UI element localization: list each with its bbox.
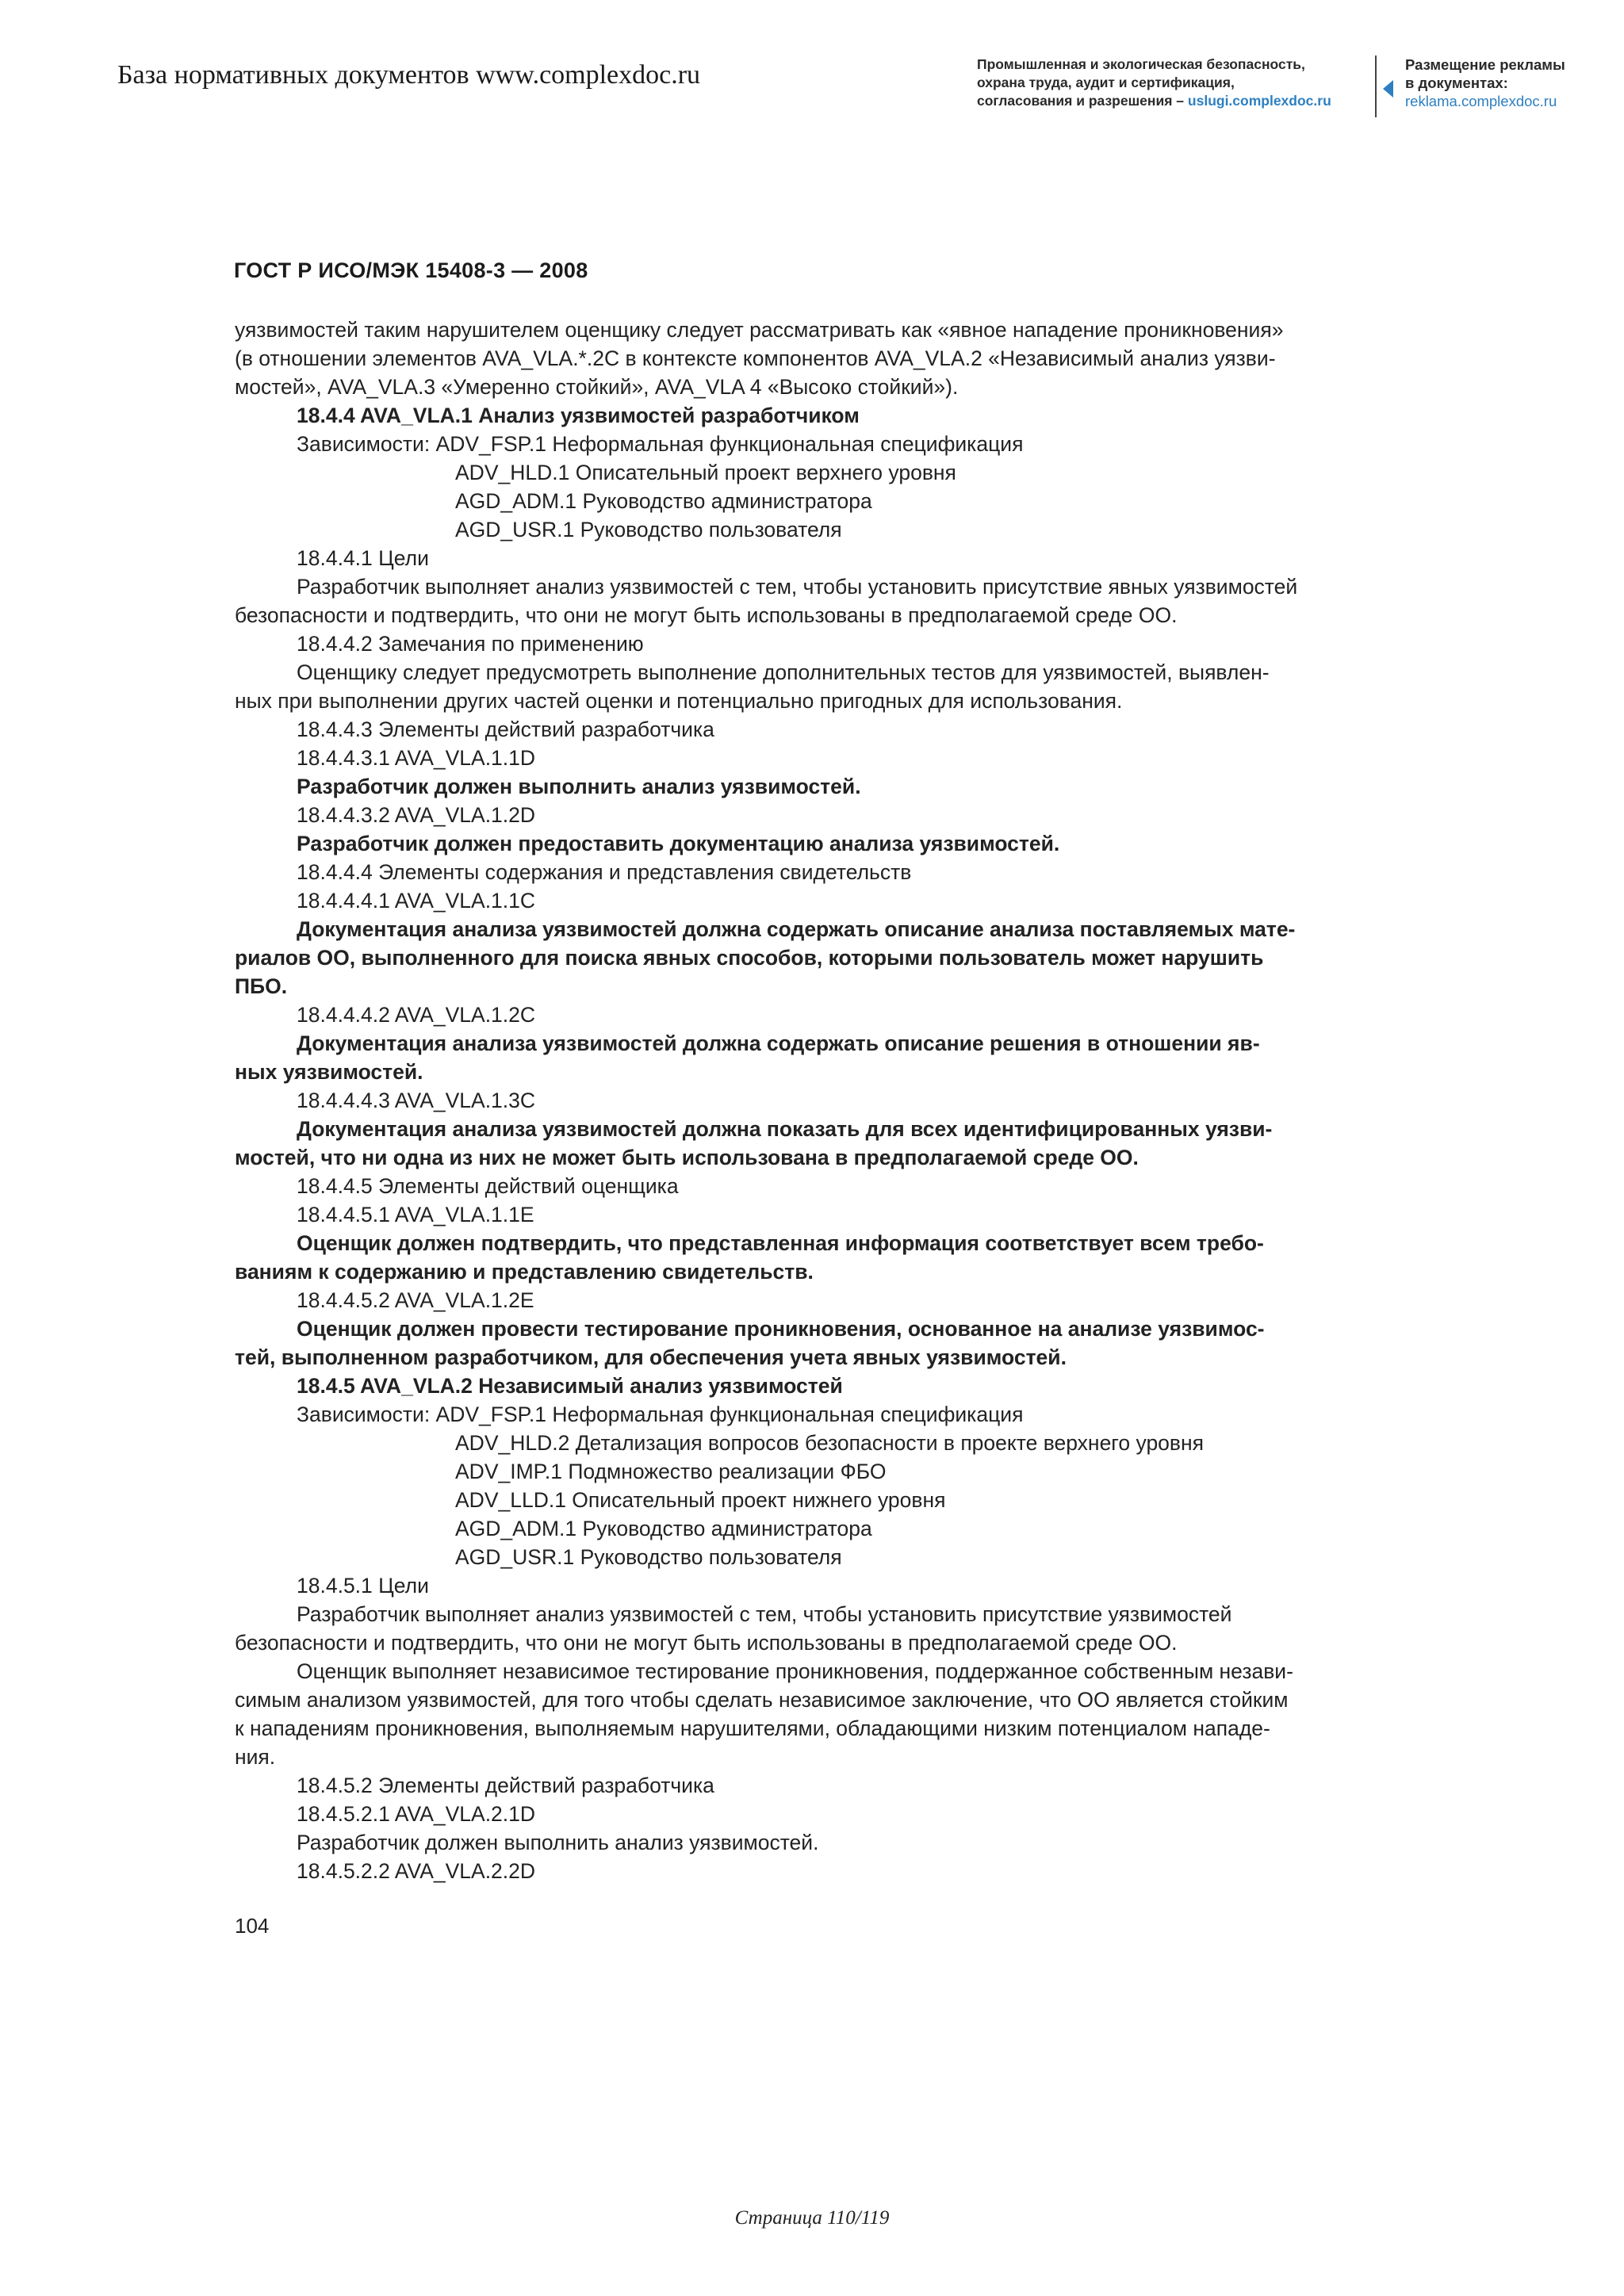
page-indicator: Страница 110/119 (734, 2207, 890, 2229)
text-line: 18.4.4.2 Замечания по применению (297, 632, 644, 656)
text-line: 18.4.5 AVA_VLA.2 Независимый анализ уязвимостей (297, 1374, 843, 1398)
text-line: 18.4.4.3.1 AVA_VLA.1.1D (297, 746, 536, 770)
text-line: 18.4.4.3 Элементы действий разработчика (297, 718, 714, 741)
text-line: 18.4.4.5 Элементы действий оценщика (297, 1174, 679, 1198)
text-line: 18.4.4.4.1 AVA_VLA.1.1C (297, 889, 536, 913)
page-number: 104 (235, 1914, 270, 1938)
text-line: 18.4.4 AVA_VLA.1 Анализ уязвимостей разработчиком (297, 404, 860, 427)
text-line: 18.4.4.4 Элементы содержания и представления свидетельств (297, 860, 912, 884)
text-line: безопасности и подтвердить, что они не могут быть использованы в предполагаемой среде ОО. (235, 1631, 1178, 1655)
text-line: 18.4.4.4.2 AVA_VLA.1.2C (297, 1003, 536, 1027)
text-line: симым анализом уязвимостей, для того чтобы сделать независимое заключение, что ОО является стойким (235, 1688, 1289, 1712)
text-line: тей, выполненном разработчиком, для обеспечения учета явных уязвимостей. (235, 1345, 1067, 1369)
promo-line: Промышленная и экологическая безопасность, (977, 56, 1305, 72)
text-line: уязвимостей таким нарушителем оценщику следует рассматривать как «явное нападение проникновения» (235, 318, 1284, 342)
text-line: Оценщику следует предусмотреть выполнение дополнительных тестов для уязвимостей, выявлен- (297, 660, 1270, 684)
advertising-link[interactable]: reklama.complexdoc.ru (1405, 93, 1557, 109)
text-line: 18.4.5.2.1 AVA_VLA.2.1D (297, 1802, 536, 1826)
text-line: AGD_USR.1 Руководство пользователя (455, 1545, 842, 1569)
text-line: мостей, что ни одна из них не может быть использована в предполагаемой среде ОО. (235, 1146, 1139, 1169)
text-line: ных при выполнении других частей оценки и потенциально пригодных для использования. (235, 689, 1123, 713)
document-standard-header: ГОСТ Р ИСО/МЭК 15408-3 — 2008 (234, 258, 588, 282)
promo-line-text: согласования и разрешения – (977, 93, 1188, 109)
arrow-left-icon (1383, 80, 1393, 98)
text-line: риалов ОО, выполненного для поиска явных способов, которыми пользователь может нарушить (235, 946, 1264, 970)
text-line: Разработчик должен предоставить документацию анализа уязвимостей. (297, 832, 1060, 855)
text-line: Зависимости: ADV_FSP.1 Неформальная функциональная спецификация (297, 1402, 1024, 1426)
site-title: База нормативных документов www.complexdoc.ru (117, 60, 701, 90)
text-line: ADV_HLD.2 Детализация вопросов безопасности в проекте верхнего уровня (455, 1431, 1204, 1455)
text-line: безопасности и подтвердить, что они не могут быть использованы в предполагаемой среде ОО. (235, 603, 1178, 627)
text-line: ADV_IMP.1 Подмножество реализации ФБО (455, 1460, 887, 1483)
text-line: Документация анализа уязвимостей должна показать для всех идентифицированных уязви- (297, 1117, 1273, 1141)
text-line: ADV_LLD.1 Описательный проект нижнего уровня (455, 1488, 946, 1512)
text-line: Оценщик выполняет независимое тестирование проникновения, поддержанное собственным незави- (297, 1659, 1293, 1683)
promo-line: охрана труда, аудит и сертификация, (977, 75, 1235, 90)
text-line: 18.4.4.5.1 AVA_VLA.1.1E (297, 1203, 534, 1226)
text-line: Разработчик должен выполнить анализ уязвимостей. (297, 775, 861, 798)
text-line: Разработчик должен выполнить анализ уязвимостей. (297, 1831, 819, 1854)
text-line: ных уязвимостей. (235, 1060, 423, 1084)
text-line: Документация анализа уязвимостей должна содержать описание решения в отношении яв- (297, 1031, 1260, 1055)
ad-line: в документах: (1405, 75, 1508, 91)
text-line: к нападениям проникновения, выполняемым нарушителями, обладающими низким потенциалом нападе- (235, 1716, 1270, 1740)
text-line: Разработчик выполняет анализ уязвимостей с тем, чтобы установить присутствие явных уязвимостей (297, 575, 1298, 599)
text-line: 18.4.4.3.2 AVA_VLA.1.2D (297, 803, 536, 827)
text-line: 18.4.4.1 Цели (297, 546, 429, 570)
text-line: ПБО. (235, 974, 288, 998)
text-line: ваниям к содержанию и представлению свидетельств. (235, 1260, 814, 1284)
text-line: AGD_ADM.1 Руководство администратора (455, 489, 872, 513)
text-line: Оценщик должен провести тестирование проникновения, основанное на анализе уязвимос- (297, 1317, 1265, 1341)
ad-line: Размещение рекламы (1405, 56, 1565, 73)
text-line: 18.4.5.1 Цели (297, 1574, 429, 1598)
text-line: ADV_HLD.1 Описательный проект верхнего уровня (455, 461, 956, 484)
text-line: Зависимости: ADV_FSP.1 Неформальная функциональная спецификация (297, 432, 1024, 456)
text-line: 18.4.5.2 Элементы действий разработчика (297, 1774, 714, 1797)
text-line: (в отношении элементов AVA_VLA.*.2C в контексте компонентов AVA_VLA.2 «Независимый анализ уязви- (235, 346, 1276, 370)
services-promo (977, 55, 1350, 110)
services-link[interactable]: uslugi.complexdoc.ru (1187, 93, 1331, 109)
text-line: ния. (235, 1745, 276, 1769)
advertising-promo (1405, 55, 1595, 110)
text-line: 18.4.5.2.2 AVA_VLA.2.2D (297, 1859, 536, 1883)
text-line: 18.4.4.5.2 AVA_VLA.1.2E (297, 1288, 534, 1312)
text-line: Разработчик выполняет анализ уязвимостей с тем, чтобы установить присутствие уязвимостей (297, 1602, 1232, 1626)
header-divider (1375, 55, 1377, 117)
text-line: AGD_ADM.1 Руководство администратора (455, 1517, 872, 1540)
text-line: 18.4.4.4.3 AVA_VLA.1.3C (297, 1089, 536, 1112)
promo-line (977, 92, 1350, 110)
text-line: Документация анализа уязвимостей должна содержать описание анализа поставляемых мате- (297, 917, 1296, 941)
document-body (235, 316, 1407, 1885)
text-line: AGD_USR.1 Руководство пользователя (455, 518, 842, 541)
text-line: мостей», AVA_VLA.3 «Умеренно стойкий», AVA_VLA 4 «Высоко стойкий»). (235, 375, 959, 399)
text-line: Оценщик должен подтвердить, что представленная информация соответствует всем требо- (297, 1231, 1264, 1255)
